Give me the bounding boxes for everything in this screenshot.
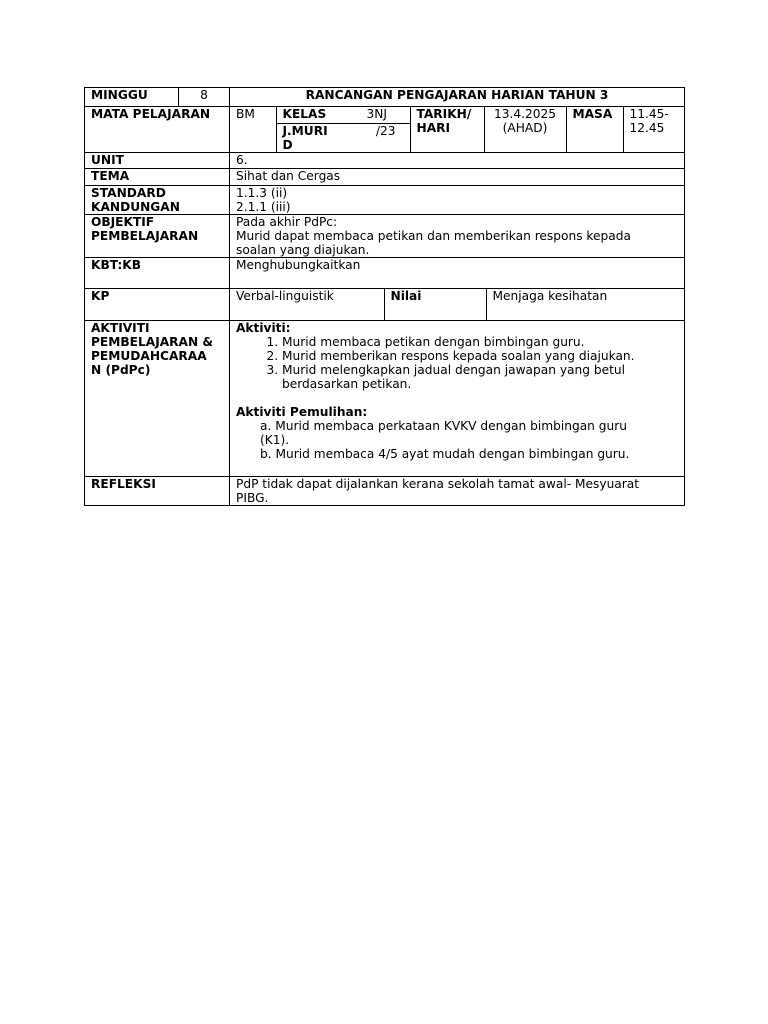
kp-row	[85, 288, 685, 320]
subject-value: BM	[230, 107, 276, 152]
objektif-line1: Pada akhir PdPc:	[236, 214, 338, 229]
subject-details	[230, 107, 684, 152]
kelas-label: KELAS	[276, 107, 344, 123]
kp-label: KP	[85, 288, 230, 320]
refleksi-line1: PdP tidak dapat dijalankan kerana sekolah tamat awal- Mesyuarat	[236, 476, 640, 491]
refleksi-value	[230, 476, 685, 505]
tema-label: TEMA	[85, 168, 230, 185]
standard-label-line1: STANDARD	[91, 185, 166, 200]
aktiviti-label-line1: AKTIVITI	[91, 320, 150, 335]
list-item: 3. Murid melengkapkan jadual dengan jawapan yang betul berdasarkan petikan.	[282, 363, 678, 391]
hari-label-line: HARI	[416, 121, 451, 135]
unit-value: 6.	[230, 152, 685, 168]
aktiviti-content	[230, 320, 685, 476]
lesson-plan-table	[84, 87, 685, 506]
minggu-label: MINGGU	[85, 88, 179, 107]
kbt-row	[85, 257, 685, 288]
kp-value: Verbal-linguistik	[230, 289, 384, 320]
header-row	[85, 88, 685, 107]
objektif-label-line2: PEMBELAJARAN	[91, 228, 199, 243]
day-value: (AHAD)	[502, 121, 548, 135]
tarikh-label	[410, 107, 484, 152]
pemulihan-a-line2: (K1).	[260, 432, 290, 447]
date-value: 13.4.2025	[493, 107, 557, 121]
pemulihan-item-b: b. Murid membaca 4/5 ayat mudah dengan bimbingan guru.	[260, 446, 630, 461]
kelas-value: 3NJ	[344, 107, 410, 123]
objektif-label	[85, 214, 230, 257]
refleksi-line2: PIBG.	[236, 490, 269, 505]
spacer	[236, 391, 678, 405]
unit-label: UNIT	[85, 152, 230, 168]
standard-value	[230, 185, 685, 214]
objektif-line2: Murid dapat membaca petikan dan memberikan respons kepada	[236, 228, 631, 243]
objektif-label-line1: OBJEKTIF	[91, 214, 155, 229]
aktiviti-list	[236, 335, 678, 391]
masa-start: 11.45-	[629, 107, 669, 121]
refleksi-row	[85, 476, 685, 505]
aktiviti-label	[85, 320, 230, 476]
standard-row	[85, 185, 685, 214]
unit-row	[85, 152, 685, 168]
tema-value: Sihat dan Cergas	[230, 168, 685, 185]
aktiviti-row	[85, 320, 685, 476]
list-item: 1. Murid membaca petikan dengan bimbingan guru.	[282, 335, 678, 349]
jmurid-label-line1: J.MURI	[282, 123, 328, 138]
list-item: 2. Murid memberikan respons kepada soalan yang diajukan.	[282, 349, 678, 363]
jmurid-value: /23	[344, 123, 410, 152]
masa-end: 12.45	[629, 121, 665, 135]
standard-value-line2: 2.1.1 (iii)	[236, 199, 291, 214]
standard-value-line1: 1.1.3 (ii)	[236, 185, 288, 200]
subject-row	[85, 107, 685, 153]
nilai-label: Nilai	[384, 289, 486, 320]
tarikh-value	[484, 107, 566, 152]
kbt-label: KBT:KB	[85, 257, 230, 288]
objektif-value	[230, 214, 685, 257]
kp-details-cell	[230, 288, 685, 320]
plan-title: RANCANGAN PENGAJARAN HARIAN TAHUN 3	[230, 88, 685, 107]
jmurid-label-line2: D	[282, 137, 293, 152]
aktiviti-label-line2: PEMBELAJARAN &	[91, 334, 214, 349]
tema-row	[85, 168, 685, 185]
standard-label	[85, 185, 230, 214]
masa-label: MASA	[566, 107, 623, 152]
objektif-row	[85, 214, 685, 257]
nilai-value: Menjaga kesihatan	[492, 288, 608, 303]
kbt-value: Menghubungkaitkan	[230, 257, 685, 288]
tarikh-label-line: TARIKH/	[416, 107, 472, 121]
minggu-value: 8	[179, 88, 230, 107]
pemulihan-item-a	[236, 419, 678, 447]
kp-details	[230, 289, 685, 320]
aktiviti-label-line4: N (PdPc)	[91, 362, 151, 377]
pemulihan-heading: Aktiviti Pemulihan:	[236, 404, 368, 419]
refleksi-label: REFLEKSI	[85, 476, 230, 505]
masa-value	[623, 107, 684, 152]
pemulihan-a-line1: a. Murid membaca perkataan KVKV dengan bimbingan guru	[260, 418, 627, 433]
standard-label-line2: KANDUNGAN	[91, 199, 180, 214]
jmurid-label	[276, 123, 344, 152]
aktiviti-heading: Aktiviti:	[236, 320, 291, 335]
objektif-line3: soalan yang diajukan.	[236, 242, 370, 257]
aktiviti-label-line3: PEMUDAHCARAA	[91, 348, 207, 363]
subject-details-cell	[230, 107, 685, 153]
subject-label: MATA PELAJARAN	[85, 107, 230, 153]
